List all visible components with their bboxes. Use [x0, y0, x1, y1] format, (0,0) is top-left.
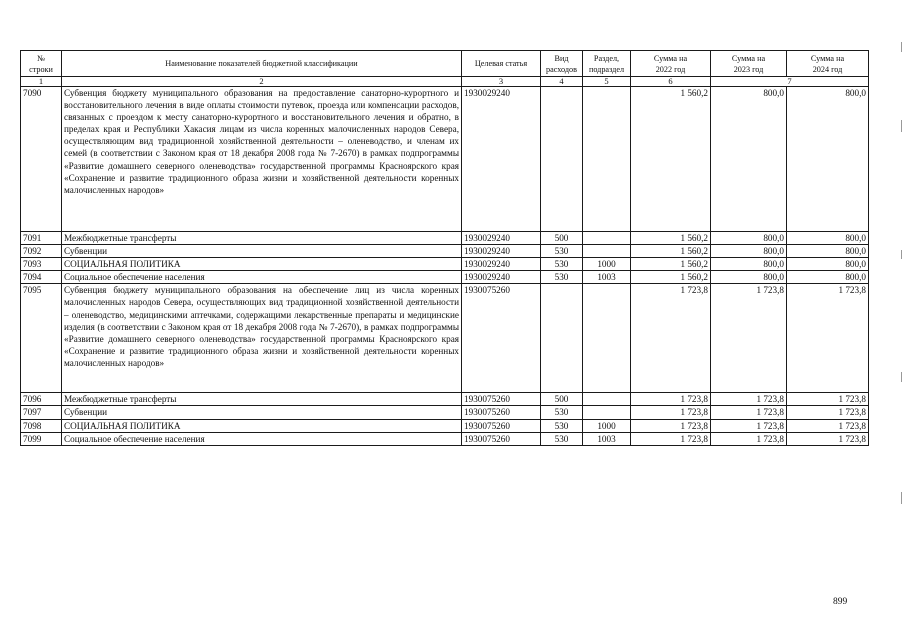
table-row — [21, 419, 869, 432]
row-section: 1003 — [583, 271, 631, 284]
header-sum-2024-text: Сумма на 2024 год — [810, 53, 845, 74]
row-sum-2022: 1 560,2 — [631, 232, 711, 245]
table-row — [21, 284, 869, 393]
row-sum-2024: 1 723,8 — [787, 406, 869, 419]
row-section — [583, 232, 631, 245]
row-expense-type: 530 — [541, 245, 583, 258]
header-expense-type-text: Вид расходов — [545, 53, 578, 74]
row-number: 7099 — [21, 432, 62, 445]
page-number: 899 — [833, 597, 848, 607]
table-row — [21, 232, 869, 245]
table-row — [21, 432, 869, 445]
header-name — [62, 51, 462, 77]
row-sum-2023: 800,0 — [711, 87, 787, 232]
row-expense-type — [541, 284, 583, 393]
row-sum-2022: 1 560,2 — [631, 258, 711, 271]
row-expense-type: 530 — [541, 258, 583, 271]
row-target-article: 1930029240 — [462, 87, 541, 232]
row-target-article: 1930029240 — [462, 232, 541, 245]
row-name: СОЦИАЛЬНАЯ ПОЛИТИКА — [62, 419, 462, 432]
scan-edge-mark — [901, 42, 902, 52]
row-sum-2022: 1 560,2 — [631, 271, 711, 284]
header-section — [583, 51, 631, 77]
table-row — [21, 406, 869, 419]
header-sum-2023 — [711, 51, 787, 77]
header-name-text: Наименование показателей бюджетной классификации — [165, 59, 358, 68]
table-row — [21, 245, 869, 258]
header-sum-2024 — [787, 51, 869, 77]
column-number: 5 — [583, 77, 631, 87]
row-section — [583, 87, 631, 232]
header-expense-type — [541, 51, 583, 77]
row-target-article: 1930075260 — [462, 432, 541, 445]
row-sum-2024: 800,0 — [787, 87, 869, 232]
header-target-article — [462, 51, 541, 77]
row-sum-2023: 1 723,8 — [711, 432, 787, 445]
row-expense-type — [541, 87, 583, 232]
column-number: 1 — [21, 77, 62, 87]
row-name: Межбюджетные трансферты — [62, 393, 462, 406]
row-expense-type: 530 — [541, 419, 583, 432]
row-sum-2023: 800,0 — [711, 258, 787, 271]
row-section — [583, 393, 631, 406]
column-number: 7 — [711, 77, 869, 87]
row-number: 7096 — [21, 393, 62, 406]
row-target-article: 1930075260 — [462, 419, 541, 432]
header-row-number — [21, 51, 62, 77]
row-sum-2024: 1 723,8 — [787, 393, 869, 406]
row-number: 7091 — [21, 232, 62, 245]
header-sum-2022-text: Сумма на 2022 год — [653, 53, 688, 74]
row-sum-2022: 1 723,8 — [631, 432, 711, 445]
row-section — [583, 245, 631, 258]
row-target-article: 1930029240 — [462, 245, 541, 258]
table-header — [21, 51, 869, 87]
row-number: 7095 — [21, 284, 62, 393]
row-section — [583, 284, 631, 393]
scan-edge-mark — [901, 372, 902, 382]
column-number: 2 — [62, 77, 462, 87]
row-expense-type: 500 — [541, 232, 583, 245]
table-row — [21, 87, 869, 232]
row-sum-2024: 1 723,8 — [787, 284, 869, 393]
row-sum-2023: 1 723,8 — [711, 406, 787, 419]
row-sum-2024: 800,0 — [787, 258, 869, 271]
row-target-article: 1930075260 — [462, 284, 541, 393]
row-sum-2022: 1 723,8 — [631, 393, 711, 406]
row-number: 7098 — [21, 419, 62, 432]
scan-edge-mark — [901, 492, 902, 504]
column-number-row — [21, 77, 869, 87]
row-sum-2024: 800,0 — [787, 271, 869, 284]
row-name: Социальное обеспечение населения — [62, 271, 462, 284]
row-section: 1000 — [583, 419, 631, 432]
row-sum-2023: 1 723,8 — [711, 284, 787, 393]
row-sum-2023: 1 723,8 — [711, 419, 787, 432]
row-section: 1000 — [583, 258, 631, 271]
column-number: 3 — [462, 77, 541, 87]
row-name: Субвенция бюджету муниципального образования на обеспечение лиц из числа коренных малочисленных народов Севера, осуществляющих вид традиционной хозяйственной деятельности – оленеводство, медицинскими аптечками, содержащими лекарственные препараты и медицинские изделия (в соответствии с Законом края от 18 декабря 2008 года № 7-2670), в рамках подпрограммы «Развитие домашнего северного оленеводства» государственной программы Красноярского края «Сохранение и развитие традиционного образа жизни и хозяйственной деятельности коренных малочисленных народов» — [62, 284, 462, 393]
column-number: 4 — [541, 77, 583, 87]
row-sum-2022: 1 723,8 — [631, 284, 711, 393]
row-sum-2023: 800,0 — [711, 271, 787, 284]
table-row — [21, 393, 869, 406]
row-sum-2024: 1 723,8 — [787, 432, 869, 445]
column-number: 6 — [631, 77, 711, 87]
row-number: 7093 — [21, 258, 62, 271]
row-section — [583, 406, 631, 419]
row-sum-2024: 1 723,8 — [787, 419, 869, 432]
header-row — [21, 51, 869, 77]
row-target-article: 1930029240 — [462, 258, 541, 271]
row-sum-2023: 800,0 — [711, 232, 787, 245]
row-target-article: 1930075260 — [462, 406, 541, 419]
row-expense-type: 530 — [541, 432, 583, 445]
row-sum-2022: 1 723,8 — [631, 406, 711, 419]
row-number: 7092 — [21, 245, 62, 258]
row-sum-2024: 800,0 — [787, 245, 869, 258]
row-expense-type: 530 — [541, 406, 583, 419]
row-sum-2024: 800,0 — [787, 232, 869, 245]
table-row — [21, 271, 869, 284]
header-target-article-text: Целевая статья — [474, 59, 528, 68]
row-target-article: 1930029240 — [462, 271, 541, 284]
row-sum-2022: 1 723,8 — [631, 419, 711, 432]
row-number: 7097 — [21, 406, 62, 419]
budget-table — [20, 50, 869, 446]
row-name: Межбюджетные трансферты — [62, 232, 462, 245]
header-sum-2023-text: Сумма на 2023 год — [731, 53, 766, 74]
row-sum-2022: 1 560,2 — [631, 87, 711, 232]
row-name: СОЦИАЛЬНАЯ ПОЛИТИКА — [62, 258, 462, 271]
row-name: Субвенции — [62, 406, 462, 419]
row-name: Субвенции — [62, 245, 462, 258]
table-body — [21, 87, 869, 446]
header-sum-2022 — [631, 51, 711, 77]
row-number: 7094 — [21, 271, 62, 284]
row-expense-type: 530 — [541, 271, 583, 284]
header-row-number-text: № строки — [29, 53, 53, 74]
row-target-article: 1930075260 — [462, 393, 541, 406]
row-sum-2023: 1 723,8 — [711, 393, 787, 406]
header-section-text: Раздел, подраздел — [588, 53, 625, 74]
row-number: 7090 — [21, 87, 62, 232]
row-expense-type: 500 — [541, 393, 583, 406]
scan-edge-mark — [901, 120, 902, 132]
table-row — [21, 258, 869, 271]
scan-edge-mark — [901, 250, 902, 259]
row-section: 1003 — [583, 432, 631, 445]
row-name: Социальное обеспечение населения — [62, 432, 462, 445]
row-name: Субвенция бюджету муниципального образования на предоставление санаторно-курортного и восстановительного лечения в виде оплаты стоимости путевок, проезда или компенсации расходов, связанных с проездом к месту санаторно-курортного и восстановительного лечения и обратно, в пределах края и Республики Хакасия лицам из числа коренных малочисленных народов Севера, осуществляющим вид традиционной хозяйственной деятельности – оленеводство, и членам их семей (в соответствии с Законом края от 18 декабря 2008 года № 7-2670) в рамках подпрограммы «Развитие домашнего северного оленеводства» государственной программы Красноярского края «Сохранение и развитие традиционного образа жизни и хозяйственной деятельности коренных малочисленных народов» — [62, 87, 462, 232]
row-sum-2022: 1 560,2 — [631, 245, 711, 258]
row-sum-2023: 800,0 — [711, 245, 787, 258]
